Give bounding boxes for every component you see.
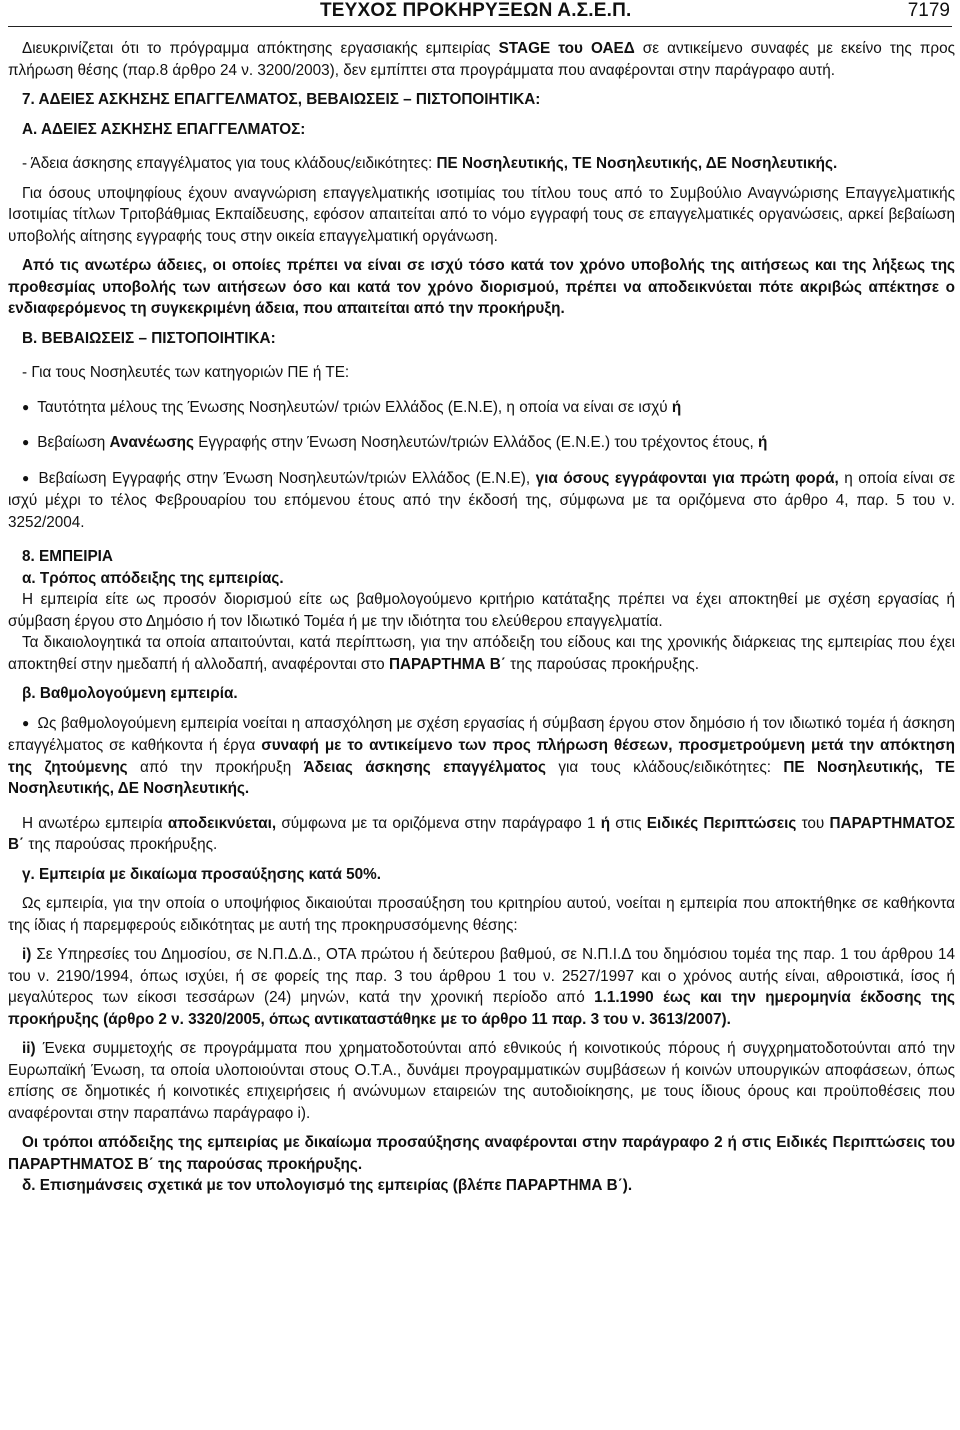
header-rule bbox=[8, 26, 952, 27]
section-8b-heading: β. Βαθμολογούμενη εμπειρία. bbox=[22, 685, 238, 702]
section-8-heading: 8. ΕΜΠΕΙΡΙΑ bbox=[22, 548, 113, 565]
supporting-documents-paragraph: Τα δικαιολογητικά τα οποία απαιτούνται, κατά περίπτωση, για την απόδειξη του είδους και της χρονικής διάρκειας της εμπειρίας που έχει αποκτηθεί στην ημεδαπή ή αλλοδαπή, αναφέρονται στο ΠΑΡΑΡΤΗΜΑ Β΄ της παρούσας προκήρυξης. bbox=[8, 634, 955, 673]
experience-definition-paragraph: Η εμπειρία είτε ως προσόν διορισμού είτε ως βαθμολογούμενο κριτήριο κατάταξης πρέπει να έχει αποκτηθεί με σχέση εργασίας ή σύμβαση έργου στο Δημόσιο ή τον Ιδιωτικό Τομέα ή με την ιδιότητα του ελεύθερου επαγγελματία. bbox=[8, 591, 955, 630]
section-8a-heading: α. Τρόπος απόδειξης της εμπειρίας. bbox=[22, 569, 284, 587]
bonus-proof-paragraph: Οι τρόποι απόδειξης της εμπειρίας με δικαίωμα προσαύξησης αναφέρονται στην παράγραφο 2 ή στις Ειδικές Περιπτώσεις του ΠΑΡΑΡΤΗΜΑΤΟΣ Β΄ της παρούσας προκήρυξης. bbox=[8, 1134, 955, 1173]
document-body bbox=[8, 38, 955, 1197]
journal-title: ΤΕΥΧΟΣ ΠΡΟΚΗΡΥΞΕΩΝ Α.Σ.Ε.Π. bbox=[320, 0, 632, 21]
section-8d-heading: δ. Επισημάνσεις σχετικά με τον υπολογισμό της εμπειρίας (βλέπε ΠΑΡΑΡΤΗΜΑ Β΄). bbox=[22, 1177, 633, 1194]
bonus-case-i-paragraph: i) Σε Υπηρεσίες του Δημοσίου, σε Ν.Π.Δ.Δ., ΟΤΑ πρώτου ή δεύτερου βαθμού, σε Ν.Π.Ι.Δ του δημόσιου τομέα της παρ. 1 του άρθρου 14 του ν. 2190/1994, όπως ισχύει, ή σε φορείς της παρ. 3 του άρθρου 1 του ν. 2527/1997 και ο χρόνος αυτής είναι, αθροιστικά, ίσος ή μεγαλύτερος των είκοσι τεσσάρων (24) μηνών, κατά την χρονική περίοδο από 1.1.1990 έως και την ημερομηνία έκδοσης της προκήρυξης (άρθρο 2 ν. 3320/2005, όπως αντικαταστάθηκε με το άρθρο 11 παρ. 3 του ν. 3613/2007). bbox=[8, 946, 955, 1028]
section-b-heading: Β. ΒΕΒΑΙΩΣΕΙΣ – ΠΙΣΤΟΠΟΙΗΤΙΚΑ: bbox=[22, 329, 276, 347]
bullet-membership-card: ● Ταυτότητα μέλους της Ένωσης Νοσηλευτών/ τριών Ελλάδος (Ε.Ν.Ε), η οποία να είναι σε ισχύ ή bbox=[8, 397, 955, 420]
section-8c-heading: γ. Εμπειρία με δικαίωμα προσαύξησης κατά 50%. bbox=[22, 865, 381, 883]
bullet-registration-certificate: ● Βεβαίωση Εγγραφής στην Ένωση Νοσηλευτών/τριών Ελλάδος (Ε.Ν.Ε), για όσους εγγράφονται για πρώτη φορά, η οποία είναι σε ισχύ μέχρι το τέλος Φεβρουαρίου του επόμενου έτους από την έκδοσή της, σύμφωνα με τα οριζόμενα στο άρθρο 4, παρ. 5 του ν. 3252/2004. bbox=[8, 468, 955, 534]
license-paragraph: - Άδεια άσκησης επαγγέλματος για τους κλάδους/ειδικότητες: ΠΕ Νοσηλευτικής, ΤΕ Νοσηλευτικής, ΔΕ Νοσηλευτικής. bbox=[22, 155, 838, 172]
page-number: 7179 bbox=[907, 0, 950, 21]
license-validity-paragraph: Από τις ανωτέρω άδειες, οι οποίες πρέπει να είναι σε ισχύ τόσο κατά τον χρόνο υποβολής της αιτήσεως και της λήξεως της προθεσμίας υποβολής των αιτήσεων όσο και κατά τον χρόνο διορισμού, πρέπει να αποδεικνύεται πότε ακριβώς απέκτησε ο ενδιαφερόμενος τη συγκεκριμένη άδεια, που απαιτείται από την προκήρυξη. bbox=[8, 257, 955, 317]
section-a-heading: Α. ΑΔΕΙΕΣ ΑΣΚΗΣΗΣ ΕΠΑΓΓΕΛΜΑΤΟΣ: bbox=[22, 120, 306, 138]
bonus-experience-paragraph: Ως εμπειρία, για την οποία ο υποψήφιος δικαιούται προσαύξηση του κριτηρίου αυτού, νοείται η εμπειρία που αποκτήθηκε σε καθήκοντα της ίδιας ή παρεμφερούς ειδικότητας με αυτή της προκηρυσσόμενης θέσης: bbox=[8, 895, 955, 934]
recognition-paragraph: Για όσους υποψηφίους έχουν αναγνώριση επαγγελματικής ισοτιμίας του τίτλου τους από το Συμβούλιο Αναγνώρισης Επαγγελματικής Ισοτιμίας τίτλων Τριτοβάθμιας Εκπαίδευσης, εφόσον απαιτείται από το νόμο εγγραφή τους σε επαγγελματικές οργανώσεις, αρκεί βεβαίωση υποβολής αίτησης εγγραφής τους στην οικεία επαγγελματική οργάνωση. bbox=[8, 184, 955, 245]
section-7-heading: 7. ΑΔΕΙΕΣ ΑΣΚΗΣΗΣ ΕΠΑΓΓΕΛΜΑΤΟΣ, ΒΕΒΑΙΩΣΕΙΣ – ΠΙΣΤΟΠΟΙΗΤΙΚΑ: bbox=[22, 91, 541, 108]
graded-experience-paragraph: ● Ως βαθμολογούμενη εμπειρία νοείται η απασχόληση με σχέση εργασίας ή σύμβαση έργου στον δημόσιο ή τον ιδιωτικό τομέα ή άσκηση επαγγέλματος σε καθήκοντα ή έργα συναφή με το αντικείμενο των προς πλήρωση θέσεων, προσμετρούμενη μετά την απόκτηση της ζητούμενης από την προκήρυξη Άδειας άσκησης επαγγέλματος για τους κλάδους/ειδικότητες: ΠΕ Νοσηλευτικής, ΤΕ Νοσηλευτικής, ΔΕ Νοσηλευτικής. bbox=[8, 713, 955, 800]
stage-clarification: Διευκρινίζεται ότι το πρόγραμμα απόκτησης εργασιακής εμπειρίας STAGE του ΟΑΕΔ σε αντικείμενο συναφές με εκείνο της προς πλήρωση θέσης (παρ.8 άρθρο 24 ν. 3200/2003), δεν εμπίπτει στα προγράμματα που αναφέρονται στην παράγραφο αυτή. bbox=[8, 40, 955, 79]
nurses-categories-line: - Για τους Νοσηλευτές των κατηγοριών ΠΕ ή ΤΕ: bbox=[22, 364, 350, 381]
experience-proof-paragraph: Η ανωτέρω εμπειρία αποδεικνύεται, σύμφωνα με τα οριζόμενα στην παράγραφο 1 ή στις Ειδικές Περιπτώσεις του ΠΑΡΑΡΤΗΜΑΤΟΣ Β΄ της παρούσας προκήρυξης. bbox=[8, 814, 955, 853]
bonus-case-ii-paragraph: ii) Ένεκα συμμετοχής σε προγράμματα που χρηματοδοτούνται από εθνικούς ή κοινοτικούς πόρους ή συγχρηματοδοτούνται από την Ευρωπαϊκή Ένωση, τα οποία υλοποιούνται στους Ο.Τ.Α., δυνάμει προγραμματικών συμβάσεων ή κοινών υπουργικών αποφάσεων, όπως επίσης σε δημοτικές ή κοινοτικές επιχειρήσεις ή ανώνυμων εταιρειών της αυτοδιοίκησης, με τους ίδιους όρους και προϋποθέσεις που αναφέρονται στην παραπάνω παράγραφο i). bbox=[8, 1040, 955, 1122]
bullet-renewal-certificate: ● Βεβαίωση Ανανέωσης Εγγραφής στην Ένωση Νοσηλευτών/τριών Ελλάδος (Ε.Ν.Ε.) του τρέχοντος έτους, ή bbox=[8, 432, 955, 455]
page-header bbox=[0, 0, 960, 22]
